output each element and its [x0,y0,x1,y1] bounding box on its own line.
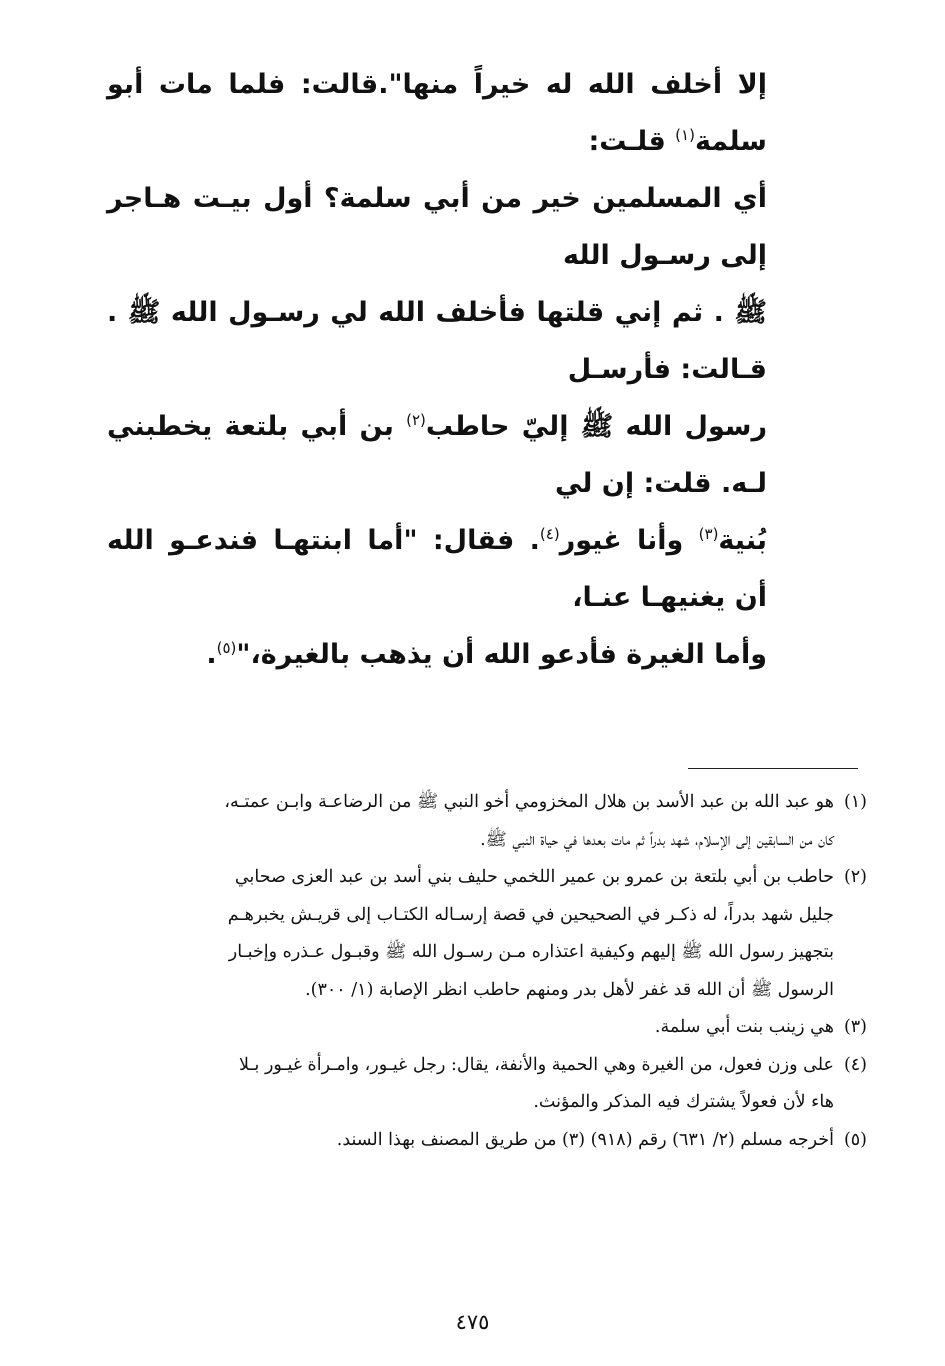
footnote-reference[interactable]: (٢) [406,411,426,429]
footnote-reference[interactable]: (٤) [539,525,560,543]
page-number: ٤٧٥ [455,1310,490,1334]
footnote-1 [117,784,867,859]
footnote-reference[interactable]: (٥) [216,639,237,657]
footnote-reference[interactable]: (١) [675,126,695,144]
footnote-marker: (٥) [843,1129,867,1150]
footnote-marker: (٤) [843,1054,867,1075]
footnote-text: هو عبد الله بن عبد الأسد بن هلال المخزومي أخو النبي ﷺ من الرضاعـة وابـن عمتـه، كان من السابقين إلى الإسلام، شهد بدراً ثم مات بعدها في حياة النبي ﷺ. [224,792,834,850]
footnote-3 [117,1009,867,1047]
footnote-text: حاطب بن أبي بلتعة بن عمرو بن عمير اللخمي حليف بني أسد بن عبد العزى صحابي جليل شهد بدراً، له ذكـر في الصحيحين في قصة إرسـاله الكتـاب إلى قريـش يخبرهـم بتجهيز رسول الله ﷺ إليهم وكيفية اعتذاره مـن رسـول الله ﷺ وقبـول عـذره وإخبـار الرسول ﷺ أن الله قد غفر لأهل بدر ومنهم حاطب انظر الإصابة (١/ ٣٠٠). [227,867,834,1000]
footnote-text: على وزن فعول، من الغيرة وهي الحمية والأنفة، يقال: رجل غيـور، وامـرأة غيـور بـلا هاء لأن فعولاً يشترك فيه المذكر والمؤنث. [238,1054,834,1112]
main-text-line: أي المسلمين خير من أبي سلمة؟ أول بيـت هـاجر إلى رسـول الله [107,183,767,271]
main-text [107,56,767,683]
footnote-text: هي زينب بنت أبي سلمة. [654,1017,834,1037]
footnote-text: أخرجه مسلم (٢/ ٦٣١) رقم (٩١٨) (٣) من طريق المصنف بهذا السند. [336,1129,834,1150]
footnote-marker: (٢) [843,867,867,887]
main-text-line: وأما الغيرة فأدعو الله أن يذهب بالغيرة،"$^{(٥)}$. [206,639,767,670]
footnote-5 [117,1122,867,1160]
footnote-separator [688,768,858,769]
footnote-reference[interactable]: (٣) [698,525,719,543]
footnote-marker: (٣) [843,1017,867,1037]
footnotes [117,784,867,1159]
main-text-line: رسول الله ﷺ إليّ حاطب$^{(٢)}$ بن أبي بلتعة يخطبني لـه. قلت: إن لي [107,411,767,499]
footnote-4 [117,1047,867,1122]
footnote-marker: (١) [843,792,867,812]
footnote-2 [117,859,867,1009]
main-text-line: بُنية$^{(٣)}$ وأنا غيور$^{(٤)}$. فقال: "أما ابنتهـا فندعـو الله أن يغنيهـا عنـا، [107,525,767,613]
main-text-line: إلا أخلف الله له خيراً منها".قالت: فلما مات أبو سلمة$^{(١)}$ قلـت: [107,69,767,157]
main-text-line: ﷺ . ثم إني قلتها فأخلف الله لي رسـول الله ﷺ . قـالت: فأرسـل [107,297,767,385]
